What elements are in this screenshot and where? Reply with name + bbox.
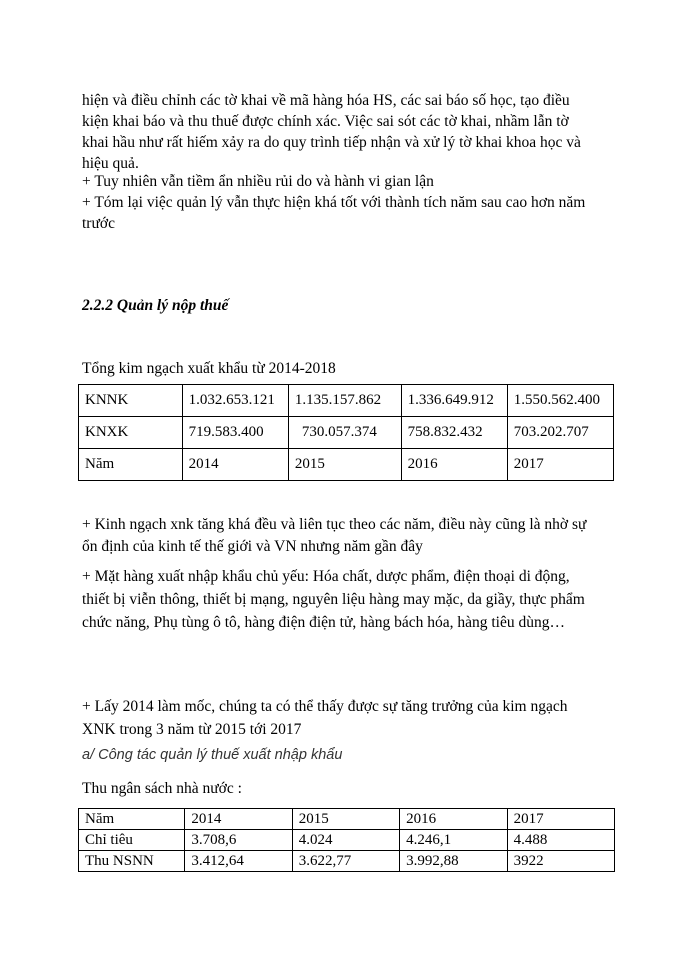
table-row [79,851,615,872]
table-row [79,385,614,417]
table-cell: 3.622,77 [292,851,399,872]
intro-line: + Tuy nhiên vẫn tiềm ẩn nhiều rủi do và hành vi gian lận [82,173,434,190]
table2-caption: Thu ngân sách nhà nước : [82,780,242,797]
table-cell: KNXK [79,417,183,449]
table-cell: Chỉ tiêu [79,830,185,851]
table-cell: 4.246,1 [400,830,507,851]
intro-line: trước [82,215,115,232]
table-cell: 2015 [288,449,401,481]
intro-line: khai hầu như rất hiếm xảy ra do quy trình tiếp nhận và xử lý tờ khai khoa học và [82,134,581,151]
table-row [79,809,615,830]
body-line: ổn định của kinh tế thế giới và VN nhưng năm gần đây [82,538,423,555]
table-cell: 2017 [507,809,614,830]
body-line: thiết bị viễn thông, thiết bị mạng, nguyên liệu hàng may mặc, da giầy, thực phẩm [82,591,585,608]
table-row [79,830,615,851]
table-cell: KNNK [79,385,183,417]
table-cell: 3.708,6 [185,830,292,851]
intro-line: hiện và điều chỉnh các tờ khai về mã hàng hóa HS, các sai báo số học, tạo điều [82,92,570,109]
table-cell: 4.488 [507,830,614,851]
table-cell: 1.336.649.912 [401,385,507,417]
body-line: + Mặt hàng xuất nhập khẩu chủ yếu: Hóa chất, dược phẩm, điện thoại di động, [82,568,570,585]
trade-turnover-table [78,384,614,481]
table-cell: 2014 [185,809,292,830]
table-cell: 3.412,64 [185,851,292,872]
table-cell: Năm [79,809,185,830]
body-line: + Lấy 2014 làm mốc, chúng ta có thể thấy được sự tăng trưởng của kim ngạch [82,698,568,715]
body-line: XNK trong 3 năm từ 2015 tới 2017 [82,721,302,738]
table-cell: 1.032.653.121 [182,385,288,417]
state-budget-table [78,808,615,872]
subsection-heading: a/ Công tác quản lý thuế xuất nhập khẩu [82,747,343,763]
section-heading: 2.2.2 Quản lý nộp thuế [82,297,229,314]
table1-caption: Tổng kim ngạch xuất khẩu từ 2014-2018 [82,360,336,377]
body-line: chức năng, Phụ tùng ô tô, hàng điện điện tử, hàng bách hóa, hàng tiêu dùng… [82,614,565,631]
table-cell: 1.550.562.400 [507,385,613,417]
table-cell: 730.057.374 [288,417,401,449]
table-row [79,449,614,481]
table-cell: 2014 [182,449,288,481]
table-cell: 1.135.157.862 [288,385,401,417]
table-cell: 4.024 [292,830,399,851]
intro-line: kiện khai báo và thu thuế được chính xác. Việc sai sót các tờ khai, nhầm lẫn tờ [82,113,569,130]
intro-line: hiệu quả. [82,155,139,172]
table-cell: 3922 [507,851,614,872]
body-line: + Kinh ngạch xnk tăng khá đều và liên tục theo các năm, điều này cũng là nhờ sự [82,516,587,533]
table-cell: Năm [79,449,183,481]
intro-line: + Tóm lại việc quản lý vẫn thực hiện khá tốt với thành tích năm sau cao hơn năm [82,194,586,211]
table-row [79,417,614,449]
table-cell: Thu NSNN [79,851,185,872]
table-cell: 2016 [400,809,507,830]
table-cell: 758.832.432 [401,417,507,449]
table-cell: 703.202.707 [507,417,613,449]
table-cell: 2015 [292,809,399,830]
table-cell: 719.583.400 [182,417,288,449]
table-cell: 2016 [401,449,507,481]
table-cell: 3.992,88 [400,851,507,872]
table-cell: 2017 [507,449,613,481]
